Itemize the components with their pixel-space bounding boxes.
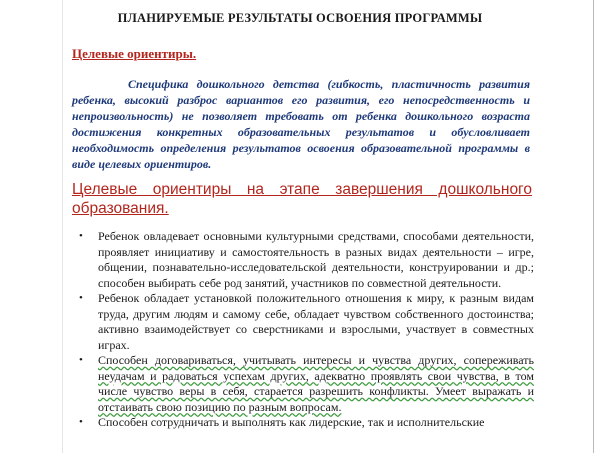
list-item <box>72 229 534 291</box>
bullet-icon: • <box>79 292 83 304</box>
section-heading <box>72 180 532 218</box>
bullet-icon: • <box>79 416 83 428</box>
intro-text: Специфика дошкольного детства (гибкость, пластичность развития ребенка, высокий разброс вариантов его развития, его непосредственность и непроизвольность) не позволяет требовать от ребенка дошкольного возраста достижения конкретных образовательных результатов и обусловливает необходимость определения результатов освоения образовательной программы в виде целевых ориентиров. <box>72 77 530 171</box>
bullet-icon: • <box>79 354 83 366</box>
list-item <box>72 415 534 431</box>
list-item-text: Способен договариваться, учитывать интересы и чувства других, сопереживать неудачам и радоваться успехам других, адекватно проявлять свои чувства, в том числе чувство веры в себя, старается разрешить конфликты. Умеет выражать и отстаивать свою позицию по разным вопросам. <box>98 353 534 414</box>
page-margin-line <box>62 0 63 453</box>
list-item <box>72 291 534 353</box>
list-item-text: Ребенок овладевает основными культурными средствами, способами деятельности, проявляет инициативу и самостоятельность в разных видах деятельности – игре, общении, познавательно-исследовательской деятельности, конструировании и др.; способен выбирать себе род занятий, участников по совместной деятельности. <box>98 229 534 290</box>
page-edge-line <box>593 0 594 453</box>
subheading: Целевые ориентиры. <box>72 46 197 61</box>
page-title: ПЛАНИРУЕМЫЕ РЕЗУЛЬТАТЫ ОСВОЕНИЯ ПРОГРАММЫ <box>117 11 483 25</box>
bullet-icon: • <box>79 230 83 242</box>
list-item <box>72 353 534 415</box>
target-list <box>72 229 534 431</box>
intro-paragraph <box>72 76 530 172</box>
list-item-text: Способен сотрудничать и выполнять как лидерские, так и исполнительские <box>98 415 485 429</box>
list-item-text: Ребенок обладает установкой положительного отношения к миру, к разным видам труда, другим людям и самому себе, обладает чувством собственного достоинства; активно взаимодействует со сверстниками и взрослыми, участвует в совместных играх. <box>98 291 534 352</box>
section-heading-text: Целевые ориентиры на этапе завершения дошкольного образования. <box>72 181 532 217</box>
